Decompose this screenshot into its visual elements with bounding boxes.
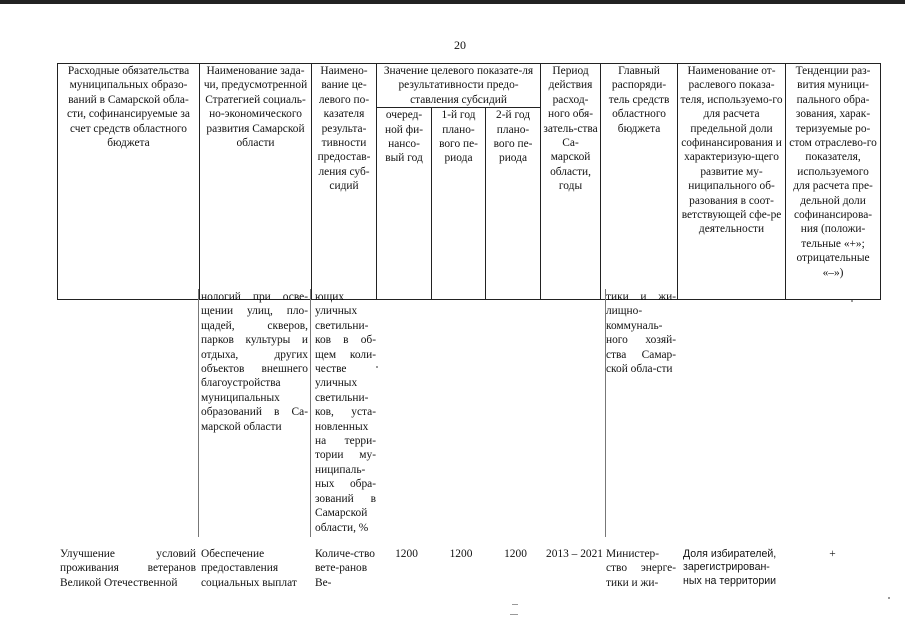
header-chief-administrator: Главный распоряди-тель средств областного бюджета <box>601 64 678 300</box>
header-indicator: Наимено-вание це-левого по-казателя результа-тивности предостав-ления суб-сидий <box>312 64 377 300</box>
continued-task-text: нологий при осве-щении улиц, пло-щадей, скверов, парков культуры и отдыха, других объектов внешнего благоустройства муниципальных образований в Са-марской области <box>201 291 308 433</box>
header-plan-year-2: 2-й год плано-вого пе-риода <box>486 108 541 300</box>
column-divider <box>198 289 199 537</box>
row2-administrator: Министер-ство энерге-тики и жи- <box>606 548 676 589</box>
row2-value-plan-year-1: 1200 <box>449 548 473 560</box>
row2-obligation: Улучшение условий проживания ветеранов Великой Отечественной <box>60 548 196 589</box>
header-period: Период действия расход-ного обя-затель-ства Са-марской области, годы <box>541 64 601 300</box>
scan-speck <box>888 597 890 599</box>
row2-branch-indicator: Доля избирателей, зарегистрирован-ных на территории <box>683 548 777 587</box>
row2-value-plan-year-2: 1200 <box>504 548 527 560</box>
row2-indicator: Количе-ство вете-ранов Ве- <box>315 548 375 589</box>
column-divider <box>310 289 311 537</box>
continued-administrator-text: тики и жи-лищно-коммуналь-ного хозяй-ства Самар-ской обла-сти <box>606 291 676 376</box>
scan-speck <box>376 366 378 368</box>
header-table <box>57 63 881 300</box>
row2-task: Обеспечение предоставления социальных выплат <box>201 548 297 589</box>
header-trends: Тенденции раз-вития муници-пального обра-зования, харак-теризуемые ро-стом отраслево-го показателя, используемого для расчета пре-дельной доли софинансирова-ния (положи-тельные «+»; отрицательные «–») <box>786 64 881 300</box>
header-branch-indicator: Наименование от-раслевого показа-теля, используемо-го для расчета предельной доли софинансирования и характеризую-щего развитие му-ниципального об-разования в соот-ветствующей сфе-ре деятельности <box>678 64 786 300</box>
continued-indicator-text: ющих уличных светильни-ков в об-щем коли-честве уличных светильни-ков, уста-новленных на терри-тории му-ниципаль-ных обра-зований в Самарской области, % <box>315 291 376 534</box>
scan-speck <box>512 604 518 605</box>
page-top-edge <box>0 0 905 4</box>
header-current-year: очеред-ной фи-нансо-вый год <box>377 108 432 300</box>
scan-speck <box>851 300 853 302</box>
header-obligations: Расходные обязательства муниципальных образо-ваний в Самарской обла-сти, софинансируемые за счет средств областного бюджета <box>58 64 200 300</box>
header-target-value: Значение целевого показате-ля результативности предо-ставления субсидий <box>377 64 541 108</box>
scan-speck <box>510 614 518 615</box>
page-number: 20 <box>454 38 466 52</box>
row2-value-current-year: 1200 <box>395 548 418 560</box>
header-plan-year-1: 1-й год плано-вого пе-риода <box>432 108 486 300</box>
header-task: Наименование зада-чи, предусмотренной Стратегией социаль-но-экономического развития Самарской области <box>200 64 312 300</box>
row2-trend: + <box>829 548 836 560</box>
row2-period: 2013 – 2021 <box>546 548 603 560</box>
